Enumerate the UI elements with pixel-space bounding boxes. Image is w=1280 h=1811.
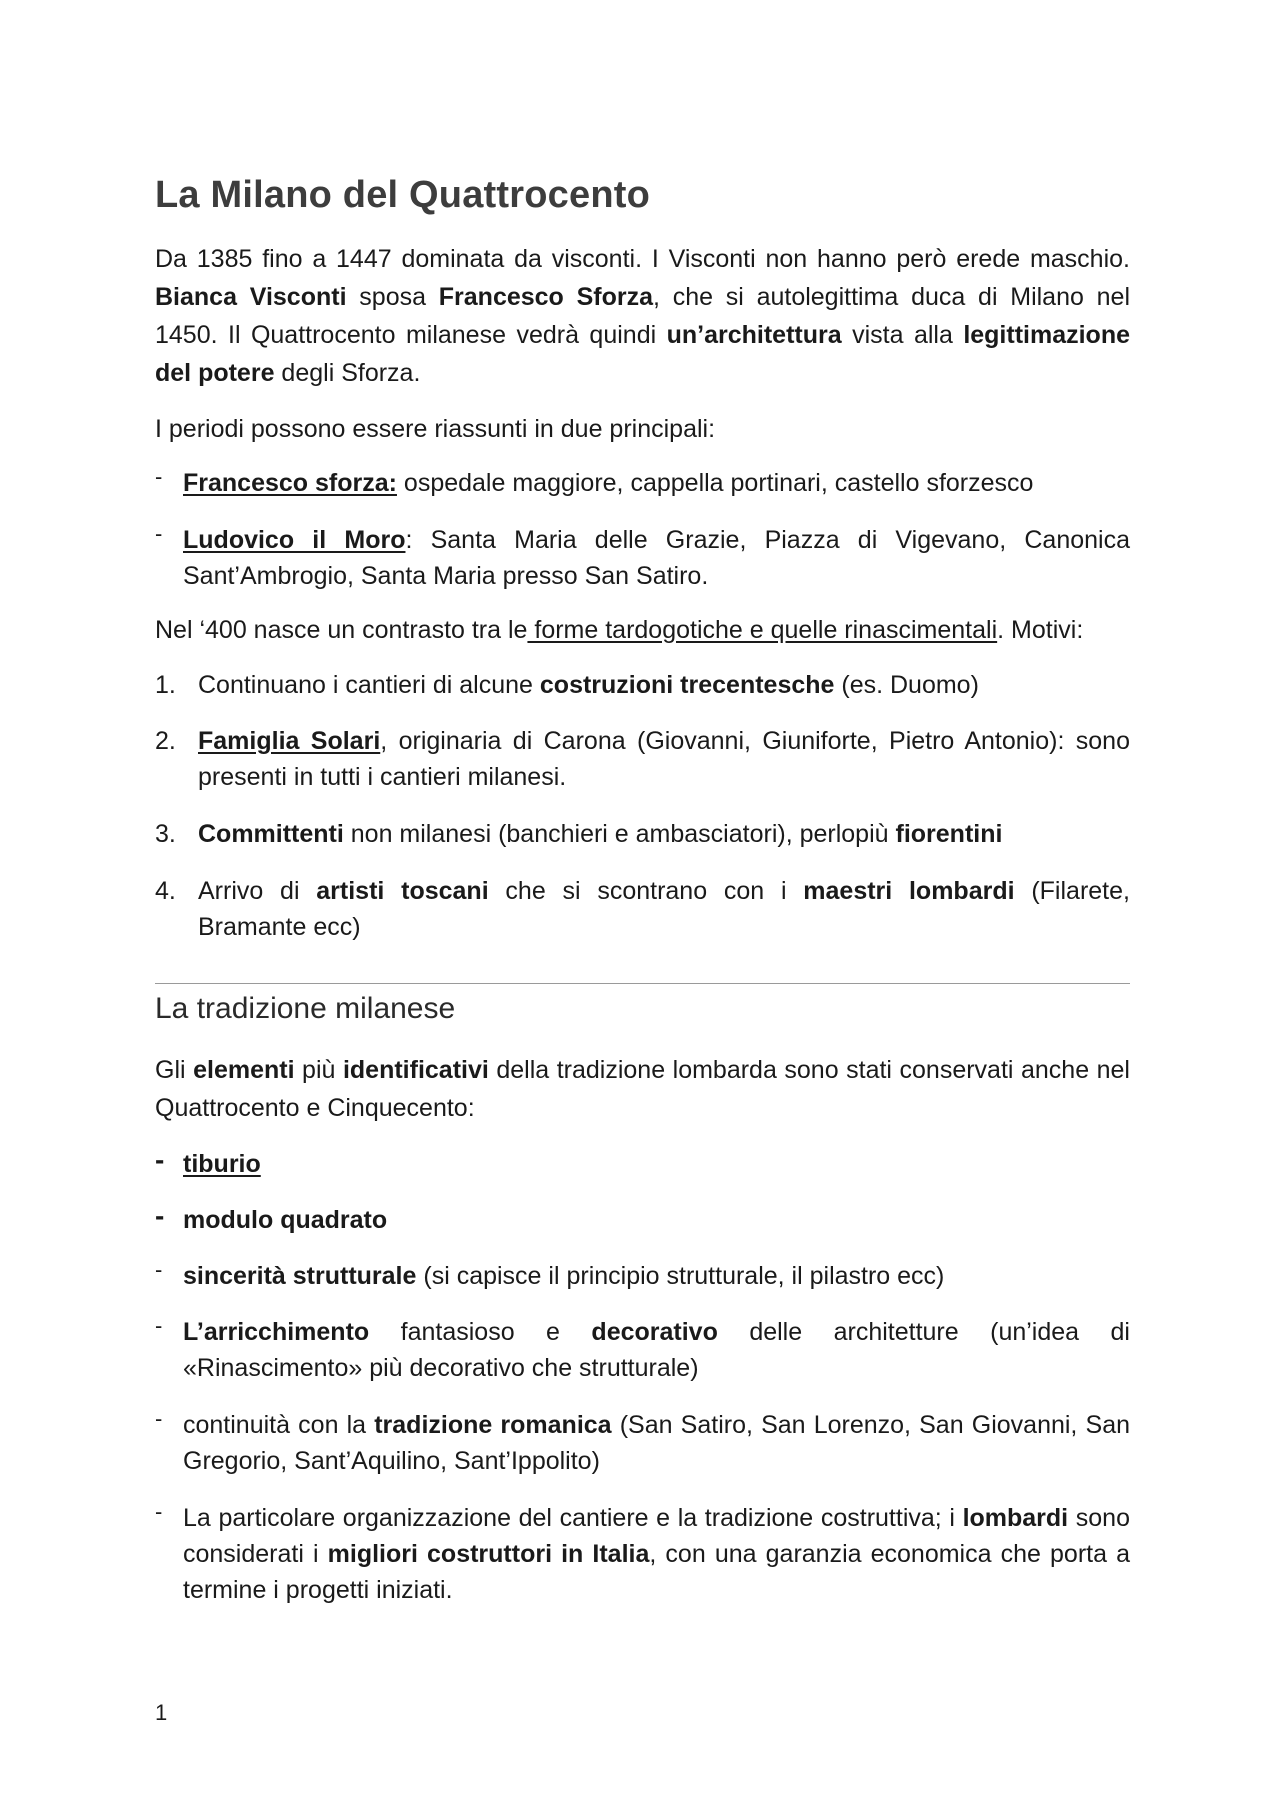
list-item-text: [183, 1314, 1130, 1386]
page-number: 1: [155, 1700, 168, 1725]
intro-text: , che si autolegittima duca di Milano nel 1450. Il Quattrocento milanese vedrà quindi: [155, 283, 1131, 349]
numbered-item: [155, 667, 1130, 703]
list-item: [155, 1500, 1130, 1608]
item-bold: L’arricchimento: [183, 1318, 370, 1346]
section-intro-text: della tradizione lombarda sono stati conservati anche nel Quattrocento e Cinquecento:: [155, 1056, 1130, 1122]
page-title: La Milano del Quattrocento: [155, 174, 651, 216]
item-text: , originaria di Carona (Giovanni, Giuniforte, Pietro Antonio): sono presenti in tutti i cantieri milanesi.: [198, 727, 1130, 791]
numbered-item: [155, 816, 1130, 852]
section-intro: [155, 1051, 1130, 1127]
item-text: che si scontrano con i: [488, 877, 804, 905]
dash-marker: -: [155, 464, 163, 489]
item-bold: sincerità strutturale: [183, 1262, 417, 1290]
list-item-text: [183, 1202, 1130, 1238]
item-bold: maestri lombardi: [803, 877, 1015, 905]
section-title: La tradizione milanese: [155, 992, 456, 1025]
intro-text: degli Sforza.: [274, 359, 421, 387]
intro-bold: un’architettura: [666, 321, 842, 349]
numbered-item-text: [198, 667, 1130, 703]
item-text: non milanesi (banchieri e ambasciatori), perlopiù: [343, 820, 896, 848]
list-item-text: [183, 522, 1130, 594]
item-bold: tiburio: [183, 1150, 261, 1178]
section-intro-bold: identificativi: [342, 1056, 489, 1084]
item-text: (Filarete, Bramante ecc): [198, 877, 1130, 941]
dash-marker: -: [155, 1406, 163, 1431]
list-item: [155, 465, 1130, 501]
contrast-paragraph: [155, 611, 1130, 649]
item-bold: artisti toscani: [316, 877, 489, 905]
item-bold: decorativo: [591, 1318, 718, 1346]
item-text: (es. Duomo): [834, 671, 979, 699]
contrast-text: . Motivi:: [997, 616, 1084, 644]
section-divider: [155, 983, 1130, 984]
numbered-item-text: [198, 873, 1130, 945]
list-item: [155, 1407, 1130, 1479]
contrast-text: Nel ‘400 nasce un contrasto tra le: [155, 616, 528, 644]
section-intro-bold: elementi: [193, 1056, 295, 1084]
list-item-text: [183, 1500, 1130, 1608]
number-marker: 3.: [155, 820, 176, 848]
document-page: [155, 0, 1130, 1811]
list-item: [155, 1314, 1130, 1386]
list-item: [155, 1258, 1130, 1294]
item-bold: tradizione romanica: [374, 1411, 612, 1439]
item-bold: Committenti: [198, 820, 344, 848]
period-description: ospedale maggiore, cappella portinari, castello sforzesco: [396, 469, 1034, 497]
numbered-item: [155, 723, 1130, 795]
intro-bold: legittimazione del potere: [155, 321, 1130, 387]
dash-marker: -: [155, 1257, 163, 1282]
dash-marker: -: [155, 1200, 165, 1231]
intro-text: Da 1385 fino a 1447 dominata da visconti. I Visconti non hanno però erede maschio.: [155, 245, 1130, 273]
list-item-text: [183, 465, 1130, 501]
list-item: [155, 1202, 1130, 1238]
number-marker: 4.: [155, 877, 176, 905]
item-text: continuità con la: [183, 1411, 375, 1439]
period-description: : Santa Maria delle Grazie, Piazza di Vigevano, Canonica Sant’Ambrogio, Santa Maria presso San Satiro.: [183, 526, 1130, 590]
list-item-text: [183, 1258, 1130, 1294]
dash-marker: -: [155, 1499, 163, 1524]
dash-marker: -: [155, 1313, 163, 1338]
list-item-text: [183, 1407, 1130, 1479]
list-item: [155, 1146, 1130, 1182]
item-bold: fiorentini: [895, 820, 1003, 848]
intro-text: vista alla: [841, 321, 964, 349]
period-name: Francesco sforza:: [183, 469, 397, 497]
section-intro-text: più: [294, 1056, 343, 1084]
number-marker: 1.: [155, 671, 176, 699]
item-bold: modulo quadrato: [183, 1206, 388, 1234]
dash-marker: -: [155, 521, 163, 546]
period-name: Ludovico il Moro: [183, 526, 406, 554]
item-bold: Famiglia Solari: [198, 727, 381, 755]
numbered-item-text: [198, 723, 1130, 795]
dash-marker: -: [155, 1144, 165, 1175]
item-text: fantasioso e: [369, 1318, 592, 1346]
periods-intro: I periodi possono essere riassunti in due principali:: [155, 415, 716, 443]
item-text: Continuano i cantieri di alcune: [198, 671, 540, 699]
intro-bold: Francesco Sforza: [438, 283, 653, 311]
list-item: [155, 522, 1130, 594]
section-intro-text: Gli: [155, 1056, 194, 1084]
item-bold: lombardi: [962, 1504, 1069, 1532]
numbered-item: [155, 873, 1130, 945]
item-text: sono considerati i: [183, 1504, 1130, 1568]
intro-bold: Bianca Visconti: [155, 283, 347, 311]
contrast-underlined: forme tardogotiche e quelle rinascimentali: [527, 616, 998, 644]
intro-text: sposa: [346, 283, 439, 311]
item-text: (San Satiro, San Lorenzo, San Giovanni, San Gregorio, Sant’Aquilino, Sant’Ippolito): [183, 1411, 1131, 1475]
item-text: , con una garanzia economica che porta a termine i progetti iniziati.: [183, 1540, 1130, 1604]
item-text: La particolare organizzazione del cantiere e la tradizione costruttiva; i: [183, 1504, 963, 1532]
item-text: delle architetture (un’idea di «Rinascimento» più decorativo che strutturale): [183, 1318, 1130, 1382]
item-text: (si capisce il principio strutturale, il pilastro ecc): [416, 1262, 945, 1290]
intro-paragraph: [155, 240, 1130, 392]
item-bold: migliori costruttori in Italia: [327, 1540, 650, 1568]
item-bold: costruzioni trecentesche: [539, 671, 835, 699]
numbered-item-text: [198, 816, 1130, 852]
number-marker: 2.: [155, 727, 176, 755]
item-text: Arrivo di: [198, 877, 317, 905]
list-item-text: [183, 1146, 1130, 1182]
